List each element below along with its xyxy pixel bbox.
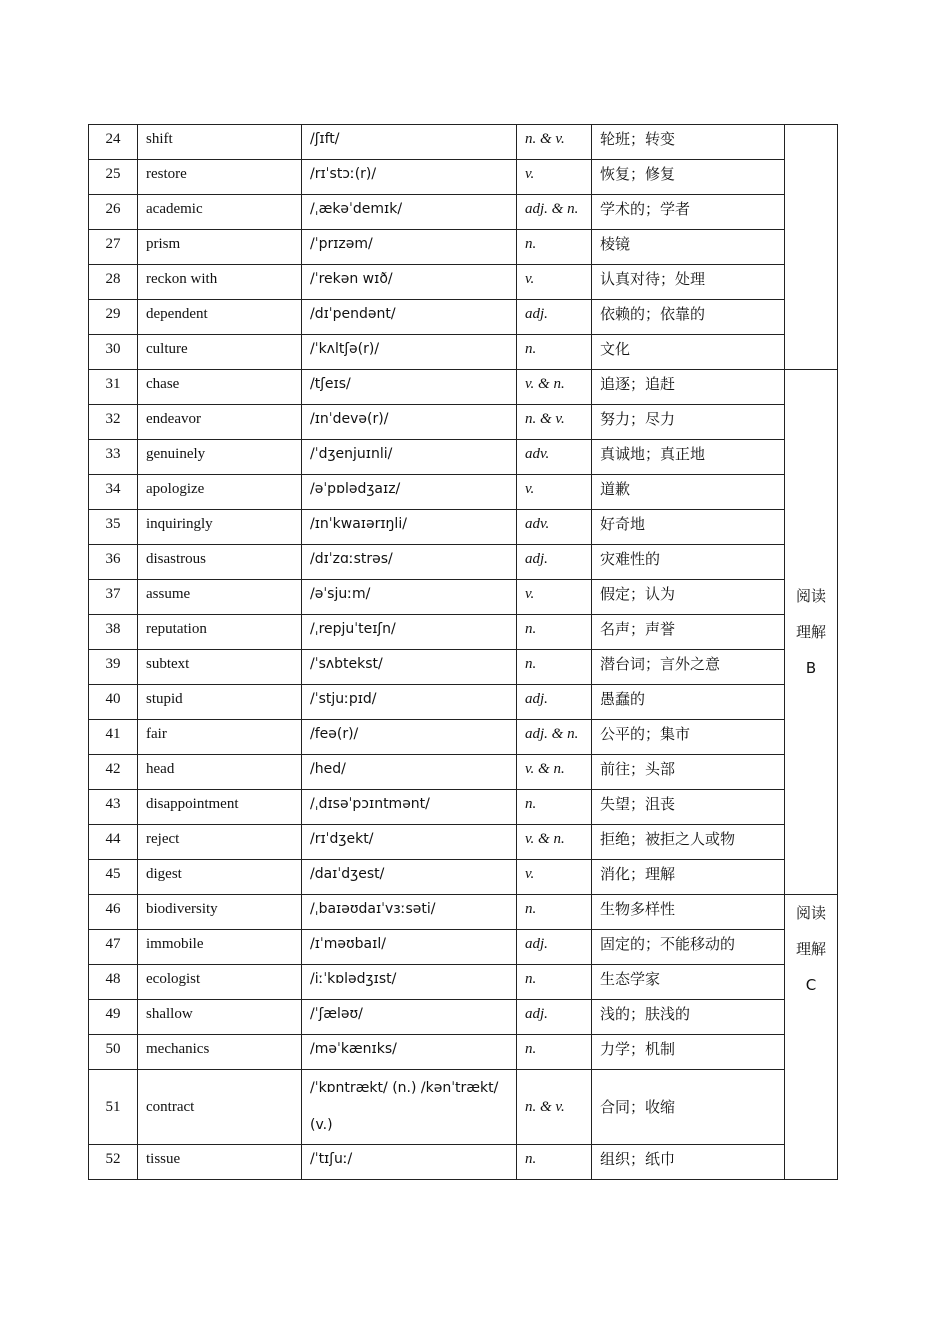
meaning-cell: 前往；头部 — [592, 755, 785, 790]
word-cell: reckon with — [138, 265, 302, 300]
phonetic-cell: /ˌækəˈdemɪk/ — [302, 195, 517, 230]
part-of-speech-cell: adv. — [517, 510, 592, 545]
word-cell: genuinely — [138, 440, 302, 475]
part-of-speech-cell: adj. — [517, 930, 592, 965]
word-cell: subtext — [138, 650, 302, 685]
phonetic-cell: /ˈkʌltʃə(r)/ — [302, 335, 517, 370]
meaning-cell: 认真对待；处理 — [592, 265, 785, 300]
row-number: 42 — [89, 755, 138, 790]
row-number: 50 — [89, 1035, 138, 1070]
phonetic-cell: /daɪˈdʒest/ — [302, 860, 517, 895]
row-number: 31 — [89, 370, 138, 405]
row-number: 27 — [89, 230, 138, 265]
part-of-speech-cell: n. — [517, 615, 592, 650]
row-number: 36 — [89, 545, 138, 580]
word-cell: reject — [138, 825, 302, 860]
phonetic-cell: /ˈprɪzəm/ — [302, 230, 517, 265]
section-label-cell — [785, 370, 838, 895]
section-label-line: 阅读 — [795, 587, 826, 605]
table-row — [89, 1035, 838, 1070]
meaning-cell: 固定的；不能移动的 — [592, 930, 785, 965]
row-number: 24 — [89, 125, 138, 160]
meaning-cell: 好奇地 — [592, 510, 785, 545]
part-of-speech-cell: n. — [517, 335, 592, 370]
row-number: 29 — [89, 300, 138, 335]
part-of-speech-cell: adj. — [517, 300, 592, 335]
row-number: 39 — [89, 650, 138, 685]
phonetic-cell: /ˌbaɪəʊdaɪˈvɜːsəti/ — [302, 895, 517, 930]
table-row — [89, 545, 838, 580]
meaning-cell: 力学；机制 — [592, 1035, 785, 1070]
row-number: 41 — [89, 720, 138, 755]
phonetic-cell: /ˈrekən wɪð/ — [302, 265, 517, 300]
meaning-cell: 灾难性的 — [592, 545, 785, 580]
meaning-cell: 恢复；修复 — [592, 160, 785, 195]
table-row — [89, 335, 838, 370]
row-number: 46 — [89, 895, 138, 930]
meaning-cell: 公平的；集市 — [592, 720, 785, 755]
row-number: 49 — [89, 1000, 138, 1035]
row-number: 35 — [89, 510, 138, 545]
part-of-speech-cell: v. & n. — [517, 825, 592, 860]
table-row — [89, 1070, 838, 1145]
word-cell: shallow — [138, 1000, 302, 1035]
part-of-speech-cell: n. & v. — [517, 125, 592, 160]
phonetic-cell: /rɪˈstɔː(r)/ — [302, 160, 517, 195]
row-number: 26 — [89, 195, 138, 230]
phonetic-cell: /məˈkænɪks/ — [302, 1035, 517, 1070]
part-of-speech-cell: adj. — [517, 1000, 592, 1035]
table-row — [89, 650, 838, 685]
word-cell: disappointment — [138, 790, 302, 825]
phonetic-cell: /ɪˈməʊbaɪl/ — [302, 930, 517, 965]
part-of-speech-cell: adj. & n. — [517, 195, 592, 230]
part-of-speech-cell: v. — [517, 580, 592, 615]
phonetic-cell: /ˈsʌbtekst/ — [302, 650, 517, 685]
meaning-cell: 合同；收缩 — [592, 1070, 785, 1145]
meaning-cell: 失望；沮丧 — [592, 790, 785, 825]
vocabulary-table — [88, 124, 838, 1180]
word-cell: prism — [138, 230, 302, 265]
part-of-speech-cell: n. — [517, 1145, 592, 1180]
section-label-line: B — [805, 659, 817, 677]
section-label-line: C — [805, 976, 817, 994]
table-row — [89, 615, 838, 650]
meaning-cell: 轮班；转变 — [592, 125, 785, 160]
phonetic-cell: /ˌrepjuˈteɪʃn/ — [302, 615, 517, 650]
word-cell: digest — [138, 860, 302, 895]
word-cell: immobile — [138, 930, 302, 965]
meaning-cell: 生态学家 — [592, 965, 785, 1000]
word-cell: academic — [138, 195, 302, 230]
phonetic-cell: /ˈdʒenjuɪnli/ — [302, 440, 517, 475]
part-of-speech-cell: v. — [517, 160, 592, 195]
meaning-cell: 组织；纸巾 — [592, 1145, 785, 1180]
row-number: 47 — [89, 930, 138, 965]
word-cell: biodiversity — [138, 895, 302, 930]
part-of-speech-cell: v. & n. — [517, 755, 592, 790]
meaning-cell: 学术的；学者 — [592, 195, 785, 230]
part-of-speech-cell: n. — [517, 230, 592, 265]
table-row — [89, 300, 838, 335]
section-label-line: 阅读 — [795, 904, 826, 922]
word-cell: reputation — [138, 615, 302, 650]
section-label-line: 理解 — [795, 940, 826, 958]
phonetic-cell: /ʃɪft/ — [302, 125, 517, 160]
row-number: 48 — [89, 965, 138, 1000]
table-row — [89, 720, 838, 755]
row-number: 40 — [89, 685, 138, 720]
row-number: 43 — [89, 790, 138, 825]
meaning-cell: 名声；声誉 — [592, 615, 785, 650]
table-row — [89, 405, 838, 440]
table-row — [89, 440, 838, 475]
meaning-cell: 潜台词；言外之意 — [592, 650, 785, 685]
phonetic-cell: /tʃeɪs/ — [302, 370, 517, 405]
meaning-cell: 依赖的；依靠的 — [592, 300, 785, 335]
meaning-cell: 拒绝；被拒之人或物 — [592, 825, 785, 860]
row-number: 28 — [89, 265, 138, 300]
meaning-cell: 愚蠢的 — [592, 685, 785, 720]
meaning-cell: 假定；认为 — [592, 580, 785, 615]
table-row — [89, 370, 838, 405]
word-cell: dependent — [138, 300, 302, 335]
part-of-speech-cell: v. — [517, 475, 592, 510]
word-cell: ecologist — [138, 965, 302, 1000]
phonetic-cell: /əˈsjuːm/ — [302, 580, 517, 615]
section-label-line: 理解 — [795, 623, 826, 641]
part-of-speech-cell: adv. — [517, 440, 592, 475]
word-cell: restore — [138, 160, 302, 195]
word-cell: disastrous — [138, 545, 302, 580]
meaning-cell: 追逐；追赶 — [592, 370, 785, 405]
meaning-cell: 浅的；肤浅的 — [592, 1000, 785, 1035]
table-row — [89, 755, 838, 790]
phonetic-cell: /dɪˈzɑːstrəs/ — [302, 545, 517, 580]
part-of-speech-cell: n. & v. — [517, 1070, 592, 1145]
table-row — [89, 475, 838, 510]
word-cell: assume — [138, 580, 302, 615]
phonetic-cell: /ˈtɪʃuː/ — [302, 1145, 517, 1180]
phonetic-cell: /ɪnˈkwaɪərɪŋli/ — [302, 510, 517, 545]
table-row — [89, 195, 838, 230]
word-cell: endeavor — [138, 405, 302, 440]
part-of-speech-cell: adj. — [517, 545, 592, 580]
part-of-speech-cell: n. & v. — [517, 405, 592, 440]
table-row — [89, 895, 838, 930]
table-row — [89, 125, 838, 160]
table-row — [89, 580, 838, 615]
section-label-cell — [785, 895, 838, 1180]
word-cell: inquiringly — [138, 510, 302, 545]
row-number: 45 — [89, 860, 138, 895]
word-cell: apologize — [138, 475, 302, 510]
phonetic-cell: /ˈstjuːpɪd/ — [302, 685, 517, 720]
row-number: 37 — [89, 580, 138, 615]
phonetic-cell: /dɪˈpendənt/ — [302, 300, 517, 335]
phonetic-cell: /əˈpɒlədʒaɪz/ — [302, 475, 517, 510]
meaning-cell: 棱镜 — [592, 230, 785, 265]
word-cell: mechanics — [138, 1035, 302, 1070]
phonetic-cell: /iːˈkɒlədʒɪst/ — [302, 965, 517, 1000]
meaning-cell: 真诚地；真正地 — [592, 440, 785, 475]
table-row — [89, 230, 838, 265]
part-of-speech-cell: adj. & n. — [517, 720, 592, 755]
row-number: 33 — [89, 440, 138, 475]
meaning-cell: 消化；理解 — [592, 860, 785, 895]
part-of-speech-cell: v. & n. — [517, 370, 592, 405]
table-row — [89, 685, 838, 720]
phonetic-cell: /rɪˈdʒekt/ — [302, 825, 517, 860]
section-label-cell — [785, 125, 838, 370]
part-of-speech-cell: n. — [517, 965, 592, 1000]
part-of-speech-cell: n. — [517, 790, 592, 825]
table-row — [89, 1145, 838, 1180]
meaning-cell: 努力；尽力 — [592, 405, 785, 440]
table-row — [89, 510, 838, 545]
word-cell: fair — [138, 720, 302, 755]
table-row — [89, 790, 838, 825]
table-row — [89, 265, 838, 300]
meaning-cell: 文化 — [592, 335, 785, 370]
row-number: 30 — [89, 335, 138, 370]
table-row — [89, 860, 838, 895]
row-number: 25 — [89, 160, 138, 195]
row-number: 34 — [89, 475, 138, 510]
part-of-speech-cell: n. — [517, 1035, 592, 1070]
table-row — [89, 930, 838, 965]
word-cell: stupid — [138, 685, 302, 720]
row-number: 52 — [89, 1145, 138, 1180]
row-number: 51 — [89, 1070, 138, 1145]
phonetic-cell: /feə(r)/ — [302, 720, 517, 755]
word-cell: shift — [138, 125, 302, 160]
part-of-speech-cell: n. — [517, 650, 592, 685]
part-of-speech-cell: n. — [517, 895, 592, 930]
row-number: 38 — [89, 615, 138, 650]
phonetic-cell: /ˌdɪsəˈpɔɪntmənt/ — [302, 790, 517, 825]
part-of-speech-cell: v. — [517, 265, 592, 300]
word-cell: head — [138, 755, 302, 790]
word-cell: tissue — [138, 1145, 302, 1180]
phonetic-cell: /ɪnˈdevə(r)/ — [302, 405, 517, 440]
table-row — [89, 1000, 838, 1035]
part-of-speech-cell: adj. — [517, 685, 592, 720]
row-number: 44 — [89, 825, 138, 860]
phonetic-cell: /ˈʃæləʊ/ — [302, 1000, 517, 1035]
row-number: 32 — [89, 405, 138, 440]
table-row — [89, 160, 838, 195]
meaning-cell: 道歉 — [592, 475, 785, 510]
part-of-speech-cell: v. — [517, 860, 592, 895]
phonetic-cell: /ˈkɒntrækt/ (n.) /kənˈtrækt/ (v.) — [302, 1070, 517, 1145]
table-row — [89, 825, 838, 860]
word-cell: contract — [138, 1070, 302, 1145]
phonetic-cell: /hed/ — [302, 755, 517, 790]
word-cell: chase — [138, 370, 302, 405]
vocabulary-table-body — [89, 125, 838, 1180]
word-cell: culture — [138, 335, 302, 370]
meaning-cell: 生物多样性 — [592, 895, 785, 930]
table-row — [89, 965, 838, 1000]
